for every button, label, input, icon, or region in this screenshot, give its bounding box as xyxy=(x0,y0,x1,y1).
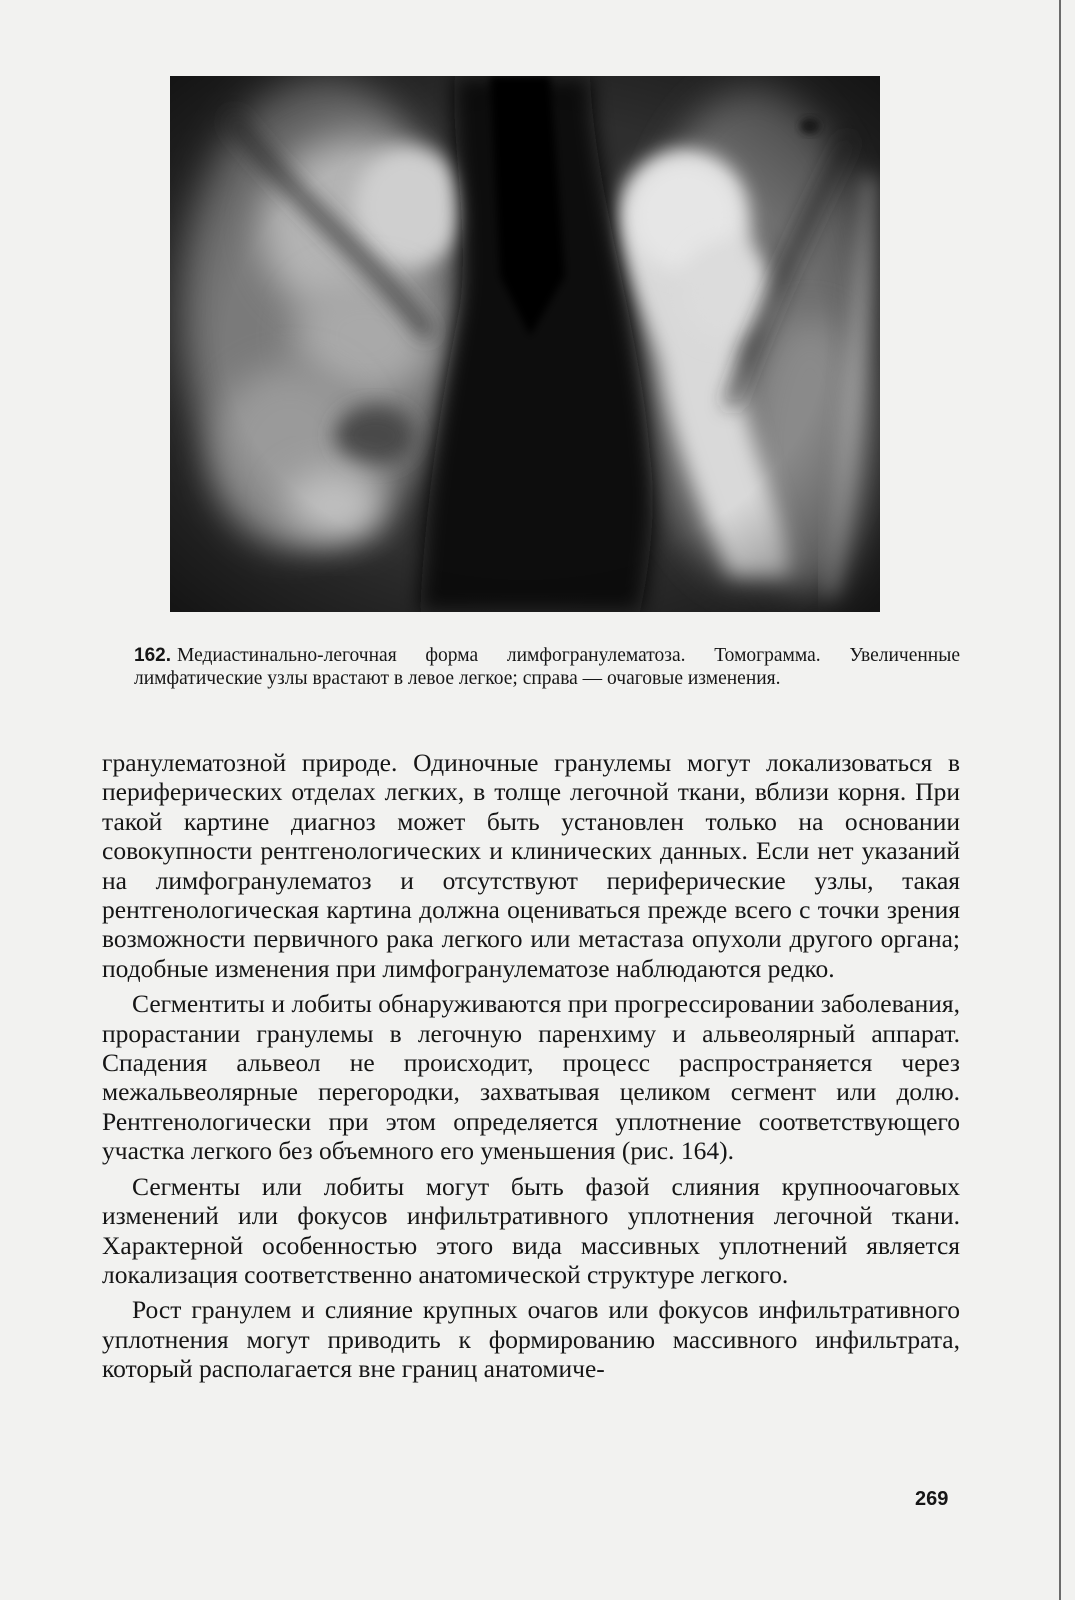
paragraph: Рост гранулем и слияние крупных очагов или фокусов инфильтративного уплотнения могут приводить к формированию массивного инфильтрата, который располагается вне границ анатомиче- xyxy=(102,1295,960,1384)
tomogram-figure xyxy=(170,76,880,612)
figure-caption-text: Медиастинально-легочная форма лимфогранулематоза. Томограмма. Увеличенные лимфатические узлы врастают в левое легкое; справа — очаговые изменения. xyxy=(134,645,960,689)
page-edge xyxy=(1059,0,1061,1600)
tomogram-image xyxy=(170,76,880,612)
paragraph: Сегментиты и лобиты обнаруживаются при прогрессировании заболевания, прорастании гранулемы в легочную паренхиму и альвеолярный аппарат. Спадения альвеол не происходит, процесс распространяется через межальвеолярные перегородки, захватывая целиком сегмент или долю. Рентгенологически при этом определяется уплотнение соответствующего участка легкого без объемного его уменьшения (рис. 164). xyxy=(102,989,960,1166)
body-text xyxy=(102,748,960,1390)
paragraph: Сегменты или лобиты могут быть фазой слияния крупноочаговых изменений или фокусов инфильтративного уплотнения легочной ткани. Характерной особенностью этого вида массивных уплотнений является локализация соответственно анатомической структуре легкого. xyxy=(102,1171,960,1289)
figure-caption xyxy=(134,644,960,690)
figure-number: 162. xyxy=(134,645,171,666)
paragraph: гранулематозной природе. Одиночные гранулемы могут локализоваться в периферических отделах легких, в толще легочной ткани, вблизи корня. При такой картине диагноз может быть установлен только на основании совокупности рентгенологических и клинических данных. Если нет указаний на лимфогранулематоз и отсутствуют периферические узлы, такая рентгенологическая картина должна оцениваться прежде всего с точки зрения возможности первичного рака легкого или метастаза опухоли другого органа; подобные изменения при лимфогранулематозе наблюдаются редко. xyxy=(102,748,960,983)
page-number: 269 xyxy=(915,1488,949,1510)
